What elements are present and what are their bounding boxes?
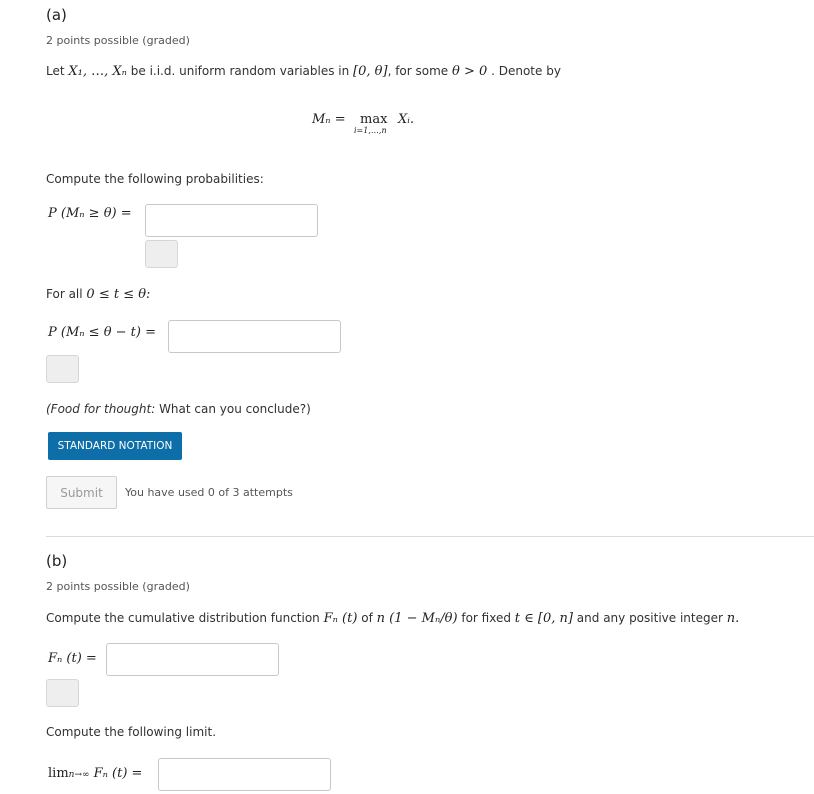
intro-mid: be i.i.d. uniform random variables in <box>130 64 350 78</box>
forall-expr: 0 ≤ t ≤ θ: <box>86 287 151 302</box>
standard-notation-button[interactable]: STANDARD NOTATION <box>48 432 182 460</box>
food-for-thought <box>46 402 311 416</box>
q3-expression: Fₙ (t) = <box>48 651 97 666</box>
q1-expression: P (Mₙ ≥ θ) = <box>48 206 132 221</box>
forall-label <box>46 287 150 302</box>
q4-rest: Fₙ (t) = <box>93 766 143 781</box>
cdf-expr: n (1 − Mₙ/θ) <box>376 611 458 626</box>
part-b-points: 2 points possible (graded) <box>46 580 190 593</box>
part-a-title: (a) <box>46 6 67 24</box>
cdf-and: and any positive integer <box>576 611 723 625</box>
part-a-points: 2 points possible (graded) <box>46 34 190 47</box>
q1-answer-input[interactable] <box>145 204 318 237</box>
cdf-prompt <box>46 611 739 626</box>
intro-cond: θ > 0 <box>452 64 488 79</box>
q1-preview-box <box>145 240 178 268</box>
cdf-for: for fixed <box>461 611 511 625</box>
cdf-n: n. <box>726 611 740 626</box>
def-lhs: Mₙ = <box>312 112 346 127</box>
limit-label: Compute the following limit. <box>46 725 217 739</box>
forall-pre: For all <box>46 287 83 301</box>
attempts-text: You have used 0 of 3 attempts <box>125 486 293 499</box>
part-b-title: (b) <box>46 552 68 570</box>
food-italic: (Food for thought: <box>46 402 156 416</box>
problem-intro <box>46 64 561 79</box>
q2-preview-box <box>46 355 79 383</box>
cdf-pre: Compute the cumulative distribution function <box>46 611 320 625</box>
q4-lim: lim <box>48 766 69 781</box>
section-divider <box>46 536 814 537</box>
intro-vars: X₁, …, Xₙ <box>68 64 127 79</box>
cdf-of: of <box>361 611 373 625</box>
q2-expression: P (Mₙ ≤ θ − t) = <box>48 325 156 340</box>
q4-expression <box>48 766 142 781</box>
food-rest: What can you conclude?) <box>155 402 311 416</box>
intro-some: , for some <box>387 64 449 78</box>
def-sub: i=1,…,n <box>354 126 387 135</box>
cdf-f: Fₙ (t) <box>323 611 358 626</box>
intro-pre: Let <box>46 64 65 78</box>
submit-button[interactable]: Submit <box>46 476 117 509</box>
intro-post: . Denote by <box>491 64 561 78</box>
q4-sub: n→∞ <box>68 770 90 780</box>
cdf-range: t ∈ [0, n] <box>514 611 573 626</box>
q4-answer-input[interactable] <box>158 758 331 791</box>
q2-answer-input[interactable] <box>168 320 341 353</box>
def-max: max <box>360 112 388 127</box>
def-rhs: Xᵢ. <box>398 112 415 127</box>
q3-answer-input[interactable] <box>106 643 279 676</box>
q3-preview-box <box>46 679 79 707</box>
intro-interval: [0, θ] <box>353 64 388 79</box>
compute-label: Compute the following probabilities: <box>46 172 264 186</box>
